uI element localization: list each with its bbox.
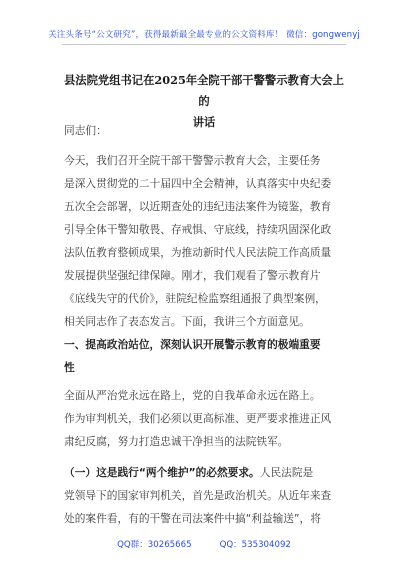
salutation: 同志们： (64, 124, 107, 137)
title-line-2: 讲话 (192, 115, 216, 129)
paragraph-line: 法队伍教育整顿成果，为推动新时代人民法院工作高质量 (64, 246, 332, 259)
paragraph-line: 作为审判机关，我们必须以更高标准、更严要求推进正风 (64, 412, 332, 425)
qq-group: QQ群：30265665 (117, 540, 192, 550)
header-note: 关注头条号“公文研究”，获得最新最全最专业的公文资料库！ 微信：gongwenyj (48, 30, 360, 40)
qq-number: QQ：535304092 (219, 540, 291, 550)
paragraph-line: 发展提供坚强纪律保障。刚才，我们观看了警示教育片 (64, 269, 321, 282)
paragraph-line: 处的案件看，有的干警在司法案件中搞“利益输送”，将 (64, 512, 321, 525)
section-heading: 性 (64, 361, 75, 374)
paragraph-line: 相关同志作了表态发言。下面，我讲三个方面意见。 (64, 315, 310, 328)
paragraph-line: 肃纪反腐，努力打造忠诚干净担当的法院铁军。 (64, 435, 289, 448)
paragraph-line: 今天，我们召开全院干部干警警示教育大会，主要任务 (64, 154, 321, 167)
header-divider (62, 44, 346, 45)
paragraph-line: 五次全会部署，以近期查处的违纪违法案件为镜鉴，教育 (64, 200, 332, 213)
paragraph-line: 党领导下的国家审判机关，首先是政治机关。从近年来查 (64, 489, 332, 502)
title-line-1: 县法院党组书记在2025年全院干部干警警示教育大会上的 (64, 73, 344, 108)
footer-contact (0, 538, 408, 550)
paragraph-line: 全面从严治党永远在路上，党的自我革命永远在路上。 (64, 389, 321, 402)
paragraph-line: 是深入贯彻党的二十届四中全会精神，认真落实中央纪委 (64, 177, 332, 190)
paragraph-text: 人民法院是 (259, 466, 314, 479)
paragraph-line (64, 466, 313, 479)
paragraph-line: 引导全体干警知敬畏、存戒惧、守底线，持续巩固深化政 (64, 223, 332, 236)
subsection-heading: （一）这是践行“两个维护”的必然要求。 (64, 466, 260, 479)
paragraph-line: 《底线失守的代价》，驻院纪检监察组通报了典型案例， (64, 292, 326, 305)
section-heading: 一、提高政治站位，深刻认识开展警示教育的极端重要 (64, 338, 321, 351)
